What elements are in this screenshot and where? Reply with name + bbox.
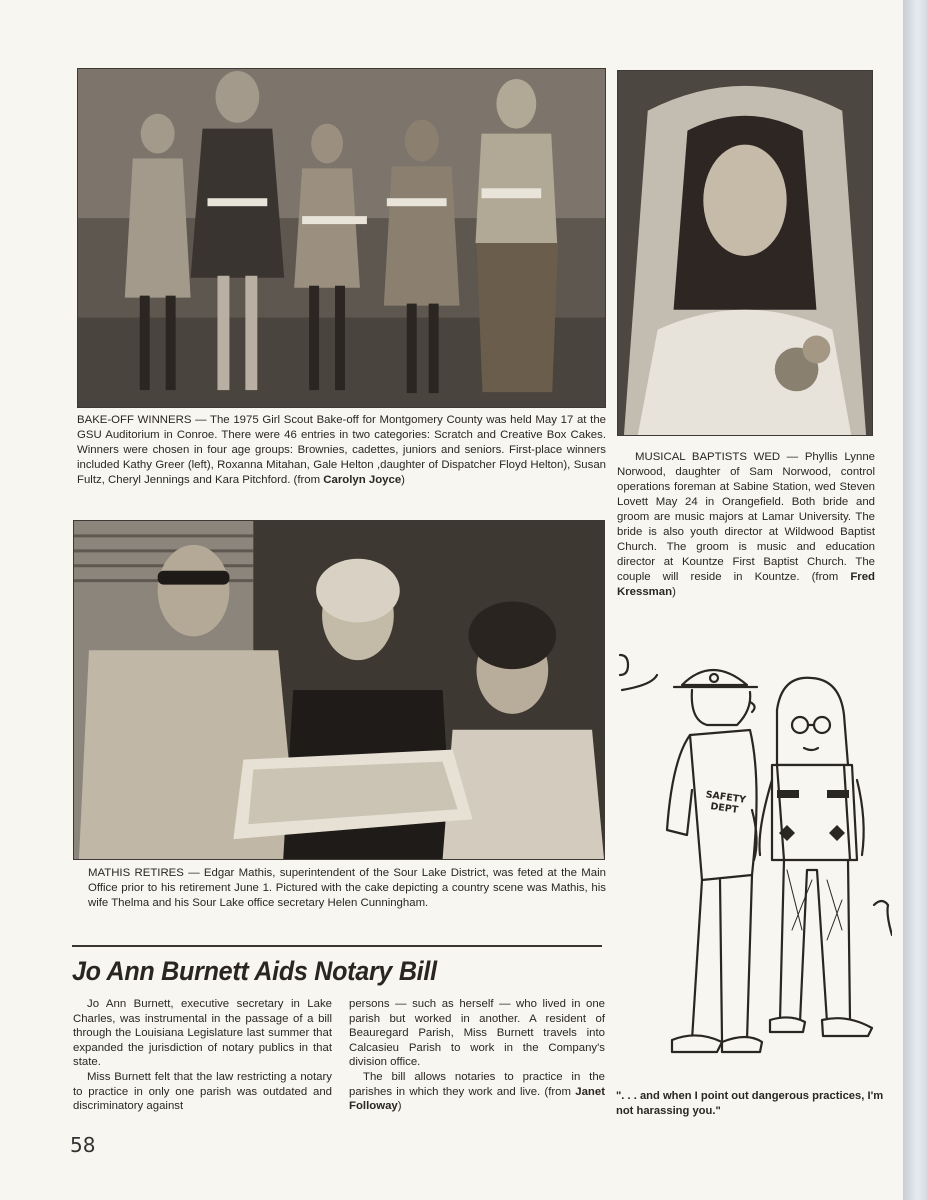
article-credit: Janet Followay bbox=[349, 1085, 605, 1113]
cartoon-caption: ". . . and when I point out dangerous practices, I'm not harassing you." bbox=[616, 1090, 884, 1117]
bakeoff-caption bbox=[77, 413, 606, 488]
article-column-2 bbox=[349, 997, 605, 1114]
bakeoff-caption-text: BAKE-OFF WINNERS — The 1975 Girl Scout Bake-off for Montgomery County was held May 17 at the GSU Auditorium in Conroe. There were 46 entries in two categories: Scratch and Creative Box Cakes. Winners were chosen in four age groups: Brownies, cadettes, juniors and seniors. First-place winners included Kathy Greer (left), Roxanna Mitahan, Gale Helton ,daughter of Dispatcher Floyd Helton), Susan Fultz, Cheryl Jennings and Kara Pitchford. (from bbox=[77, 414, 606, 486]
bakeoff-photo bbox=[77, 68, 606, 408]
article-paragraph-text: The bill allows notaries to practice in the parishes in which they work and live. (from bbox=[349, 1070, 605, 1098]
wedding-caption-text: MUSICAL BAPTISTS WED — Phyllis Lynne Norwood, daughter of Sam Norwood, control operations foreman at Sabine Station, wed Steven Lovett May 24 in Orangefield. Both bride and groom are music majors at Lamar University. The bride is also youth director at Wildwood Baptist Church. The groom is music and education director at Kountze First Baptist Church. The couple will reside in Kountze. (from bbox=[617, 451, 875, 583]
page-number: 58 bbox=[70, 1133, 96, 1157]
section-divider bbox=[72, 945, 602, 947]
bakeoff-credit: Carolyn Joyce bbox=[323, 474, 402, 486]
bakeoff-caption-end: ) bbox=[401, 474, 405, 486]
wedding-caption-end: ) bbox=[672, 586, 676, 598]
article-paragraph bbox=[349, 1070, 605, 1114]
wedding-caption bbox=[617, 450, 875, 600]
safety-dept-sign: SAFETY DEPT bbox=[704, 789, 747, 816]
mathis-photo bbox=[73, 520, 605, 860]
wedding-credit: Fred Kressman bbox=[617, 571, 875, 598]
article-headline: Jo Ann Burnett Aids Notary Bill bbox=[72, 956, 437, 986]
article-paragraph: persons — such as herself — who lived in one parish but worked in another. A resident of Beauregard Parish, Miss Burnett travels into Calcasieu Parish to work in the Company's division office. bbox=[349, 998, 605, 1069]
page-edge bbox=[903, 0, 927, 1200]
article-column-1 bbox=[73, 997, 332, 1114]
mathis-caption: MATHIS RETIRES — Edgar Mathis, superintendent of the Sour Lake District, was feted at the Main Office prior to his retirement June 1. Pictured with the cake depicting a country scene was Mathis, his wife Thelma and his Sour Lake office secretary Helen Cunningham. bbox=[88, 867, 606, 909]
safety-cartoon bbox=[612, 640, 892, 1080]
article-paragraph-end: ) bbox=[397, 1100, 402, 1113]
wedding-photo bbox=[617, 70, 873, 436]
article-paragraph: Miss Burnett felt that the law restricting a notary to practice in only one parish was outdated and discriminatory against bbox=[73, 1070, 332, 1113]
article-paragraph: Jo Ann Burnett, executive secretary in Lake Charles, was instrumental in the passage of a bill through the Louisiana Legislature last summer that expanded the jurisdiction of notary publics in that state. bbox=[73, 998, 332, 1069]
